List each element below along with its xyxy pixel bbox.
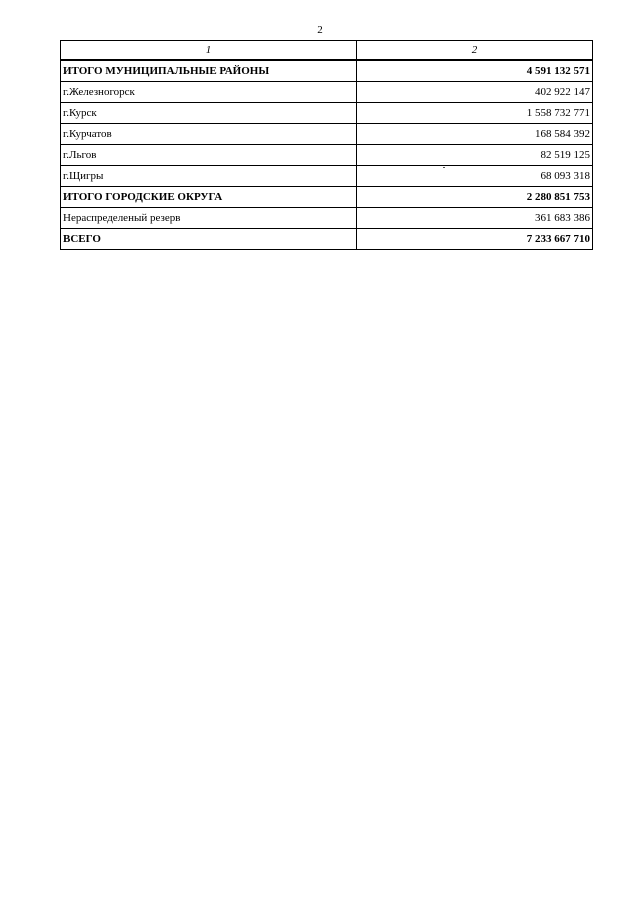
row-name: Нераспределеный резерв bbox=[61, 208, 357, 229]
table-body bbox=[61, 60, 593, 250]
budget-table bbox=[60, 40, 593, 250]
scan-speck bbox=[443, 167, 445, 168]
table-row bbox=[61, 82, 593, 103]
row-amount: 168 584 392 bbox=[357, 124, 593, 145]
table-row bbox=[61, 103, 593, 124]
row-name: г.Льгов bbox=[61, 145, 357, 166]
row-name: г.Курчатов bbox=[61, 124, 357, 145]
column-header-1: 1 bbox=[61, 41, 357, 61]
row-amount: 2 280 851 753 bbox=[357, 187, 593, 208]
table-row bbox=[61, 145, 593, 166]
page-number: 2 bbox=[317, 24, 323, 36]
row-amount: 68 093 318 bbox=[357, 166, 593, 187]
table-row-total-municipal-districts bbox=[61, 60, 593, 82]
row-amount: 402 922 147 bbox=[357, 82, 593, 103]
row-amount: 82 519 125 bbox=[357, 145, 593, 166]
row-name: ИТОГО МУНИЦИПАЛЬНЫЕ РАЙОНЫ bbox=[61, 60, 357, 82]
table-header-row bbox=[61, 41, 593, 61]
row-amount: 4 591 132 571 bbox=[357, 60, 593, 82]
row-name: г.Щигры bbox=[61, 166, 357, 187]
column-header-2: 2 bbox=[357, 41, 593, 61]
row-name: ИТОГО ГОРОДСКИЕ ОКРУГА bbox=[61, 187, 357, 208]
table-row-grand-total bbox=[61, 229, 593, 250]
table-row-total-city-districts bbox=[61, 187, 593, 208]
row-amount: 361 683 386 bbox=[357, 208, 593, 229]
table-header bbox=[61, 41, 593, 61]
row-name: ВСЕГО bbox=[61, 229, 357, 250]
row-name: г.Курск bbox=[61, 103, 357, 124]
row-amount: 1 558 732 771 bbox=[357, 103, 593, 124]
row-amount: 7 233 667 710 bbox=[357, 229, 593, 250]
table-row bbox=[61, 166, 593, 187]
row-name: г.Железногорск bbox=[61, 82, 357, 103]
table-row bbox=[61, 208, 593, 229]
table-row bbox=[61, 124, 593, 145]
